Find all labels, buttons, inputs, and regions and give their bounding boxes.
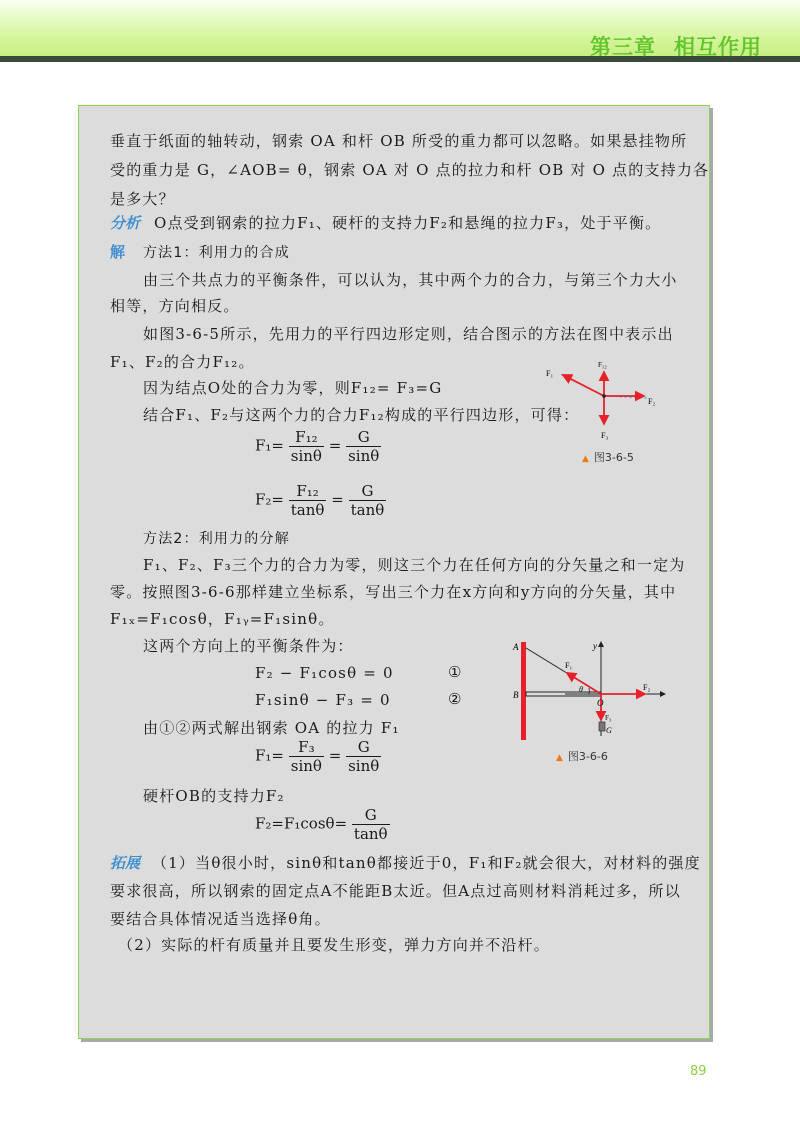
fraction	[289, 738, 324, 775]
method2-title: 方法2：利用力的分解	[143, 531, 290, 547]
denominator: tanθ	[353, 825, 388, 843]
denominator: tanθ	[350, 501, 385, 519]
label-g: G	[606, 726, 612, 735]
triangle-icon: ▲	[582, 454, 589, 464]
extension-line-2: 要求很高，所以钢索的固定点A不能距B太近。但A点过高则材料消耗过多，所以	[110, 882, 681, 900]
chapter-number: 第三章	[590, 35, 656, 59]
numerator: F₃	[289, 738, 324, 757]
numerator: G	[349, 482, 387, 501]
m2-para1-line1: F₁、F₂、F₃三个力的合力为零，则这三个力在任何方向的分矢量之和一定为	[143, 556, 686, 574]
label-f1: F₁	[565, 661, 573, 670]
label-f3: F₃	[601, 431, 609, 440]
formula-lhs: F₁=	[255, 746, 284, 765]
fraction	[346, 428, 381, 465]
label-f12: F₁₂	[598, 361, 607, 369]
label-f3: F₃	[605, 714, 612, 722]
hanging-weight	[599, 722, 605, 731]
m2-para3: 由①②两式解出钢索 OA 的拉力 F₁	[143, 719, 400, 737]
label-f2: F₂	[648, 397, 656, 406]
problem-line-2: 受的重力是 G，∠AOB= θ，钢索 OA 对 O 点的拉力和杆 OB 对 O 点的支持力各	[110, 161, 710, 179]
denominator: sinθ	[290, 447, 322, 465]
formula-lhs: F₂=F₁cosθ=	[255, 814, 348, 833]
force-f1-arrow	[563, 375, 604, 396]
numerator: G	[346, 738, 381, 757]
page-number: 89	[690, 1064, 707, 1079]
label-f1: F₁	[546, 369, 554, 378]
denominator: sinθ	[348, 447, 380, 465]
formula-f1-method2	[255, 738, 381, 775]
fraction	[349, 482, 387, 519]
figure-caption	[556, 748, 608, 764]
formula-f1-sin	[255, 428, 381, 465]
formula-lhs: F₁=	[255, 436, 284, 455]
chapter-title	[590, 36, 762, 58]
label-y: y	[593, 641, 597, 651]
analysis-paragraph	[110, 213, 661, 233]
figure-3-6-5	[540, 358, 670, 448]
m1-para2-line2: F₁、F₂的合力F₁₂。	[110, 353, 255, 371]
numerator: G	[352, 806, 390, 825]
method1-heading	[110, 242, 290, 263]
fraction	[289, 482, 327, 519]
numerator: F₁₂	[289, 482, 327, 501]
equation-2-number: ②	[448, 690, 462, 708]
force-f1-arrow	[567, 673, 601, 694]
figure-3-6-6	[505, 636, 670, 746]
equation-2: F₁sinθ − F₃ = 0	[255, 691, 391, 709]
fraction	[352, 806, 390, 843]
problem-line-3: 是多大？	[110, 190, 175, 208]
analysis-text: O点受到钢索的拉力F₁、硬杆的支持力F₂和悬绳的拉力F₃，处于平衡。	[153, 214, 662, 232]
label-f2: F₂	[643, 683, 651, 692]
extension-line-1	[110, 853, 701, 873]
formula-lhs: F₂=	[255, 490, 284, 509]
m2-para1-line3: F₁ₓ=F₁cosθ，F₁ᵧ=F₁sinθ。	[110, 610, 335, 628]
m2-para2: 这两个方向上的平衡条件为：	[143, 637, 354, 655]
extension-tag: 拓展	[110, 854, 141, 872]
numerator: F₁₂	[289, 428, 324, 447]
equals-sign: =	[331, 490, 344, 509]
label-o: O	[597, 698, 604, 708]
caption-text: 图3-6-6	[567, 750, 608, 763]
caption-text: 图3-6-5	[593, 451, 634, 464]
extension-line-4: （2）实际的杆有质量并且要发生形变，弹力方向并不沿杆。	[118, 936, 550, 954]
problem-line-1: 垂直于纸面的轴转动，钢索 OA 和杆 OB 所受的重力都可以忽略。如果悬挂物所	[110, 132, 688, 150]
analysis-tag: 分析	[110, 214, 141, 232]
figure-caption	[582, 449, 634, 465]
equals-sign: =	[328, 436, 342, 455]
triangle-icon: ▲	[556, 753, 563, 763]
extension-text: （1）当θ很小时，sinθ和tanθ都接近于0，F₁和F₂就会很大，对材料的强度	[151, 854, 701, 872]
solution-tag: 解	[110, 243, 126, 261]
label-a: A	[513, 642, 519, 652]
extension-line-3: 要结合具体情况适当选择θ角。	[110, 910, 331, 928]
equation-1-number: ①	[448, 663, 462, 681]
numerator: G	[346, 428, 381, 447]
m1-para4: 结合F₁、F₂与这两个力的合力F₁₂构成的平行四边形，可得：	[143, 406, 580, 424]
m1-para2-line1: 如图3-6-5所示，先用力的平行四边形定则，结合图示的方法在图中表示出	[143, 325, 674, 343]
chapter-header	[0, 0, 800, 64]
label-b: B	[513, 690, 519, 700]
m1-para1-line2: 相等，方向相反。	[110, 297, 240, 315]
denominator: sinθ	[348, 757, 380, 775]
formula-f2-method2	[255, 806, 390, 843]
equation-1: F₂ − F₁cosθ = 0	[255, 664, 394, 682]
m2-para4: 硬杆OB的支持力F₂	[143, 787, 285, 805]
fraction	[289, 428, 324, 465]
formula-f2-tan	[255, 482, 386, 519]
label-theta: θ	[579, 685, 583, 694]
wall	[521, 642, 526, 740]
denominator: sinθ	[290, 757, 322, 775]
chapter-name: 相互作用	[674, 35, 762, 59]
equals-sign: =	[328, 746, 342, 765]
m2-para1-line2: 零。按照图3-6-6那样建立坐标系，写出三个力在x方向和y方向的分矢量，其中	[110, 583, 677, 601]
m1-para1-line1: 由三个共点力的平衡条件，可以认为，其中两个力的合力，与第三个力大小	[143, 271, 678, 289]
node-o	[602, 394, 606, 398]
denominator: tanθ	[290, 501, 325, 519]
method1-title: 方法1：利用力的合成	[142, 245, 290, 261]
fraction	[346, 738, 381, 775]
method2-heading	[143, 528, 290, 549]
m1-para3: 因为结点O处的合力为零，则F₁₂= F₃=G	[143, 379, 443, 397]
